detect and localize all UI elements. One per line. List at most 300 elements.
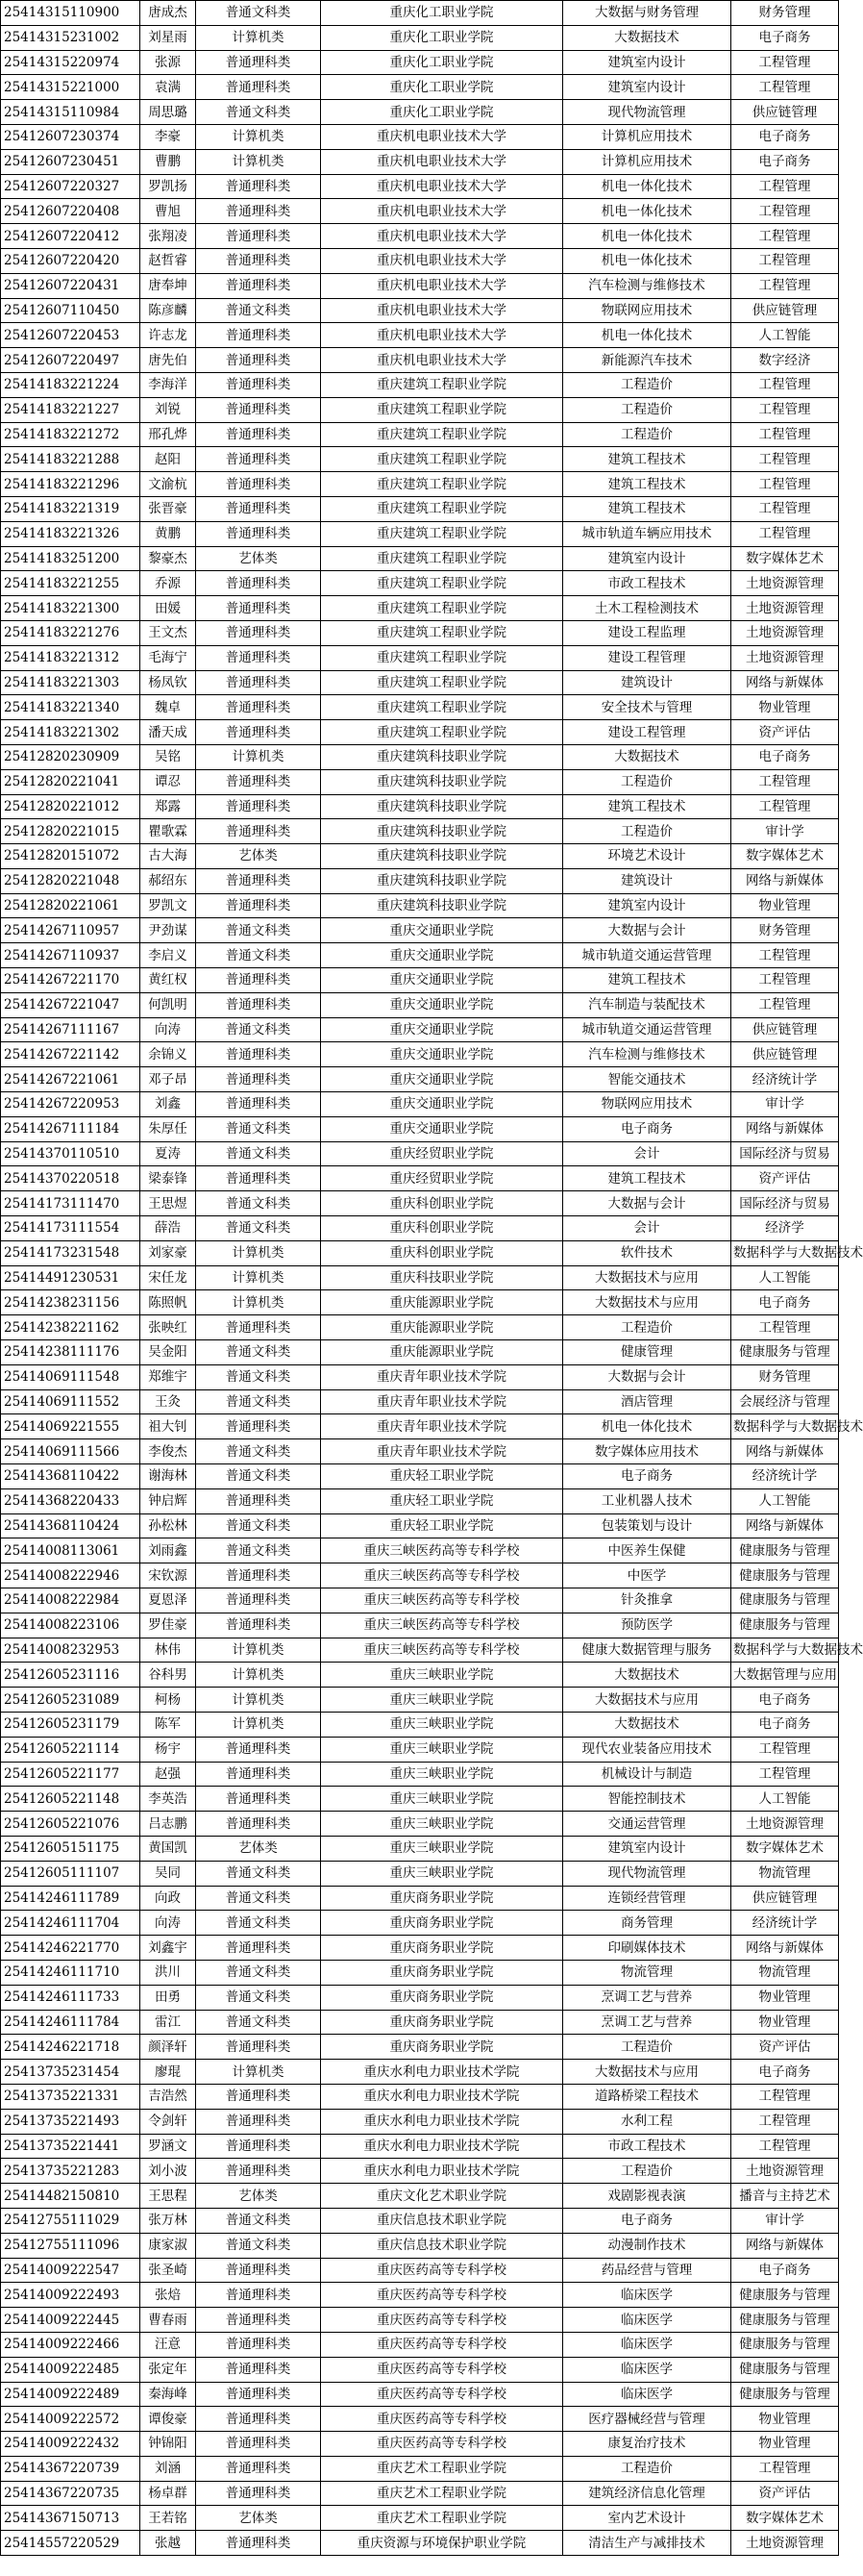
exam-number-cell: 25414267220953 [1,1092,140,1117]
exam-number-cell: 25414183221312 [1,645,140,670]
subject-category-cell: 普通理科类 [196,720,321,745]
subject-category-cell: 普通文科类 [196,1439,321,1464]
student-name-cell: 廖琨 [140,2060,196,2085]
college-cell: 重庆科创职业学院 [321,1191,563,1216]
exam-number-cell: 25414246221770 [1,1936,140,1961]
college-cell: 重庆建筑工程职业学院 [321,496,563,521]
college-cell: 重庆交通职业学院 [321,992,563,1017]
college-cell: 重庆建筑工程职业学院 [321,645,563,670]
subject-category-cell: 普通理科类 [196,1563,321,1588]
target-major-cell: 物流管理 [731,1861,839,1886]
table-row [1,670,839,695]
original-major-cell: 电子商务 [563,1464,731,1489]
target-major-cell: 数据科学与大数据技术 [731,1638,839,1663]
target-major-cell: 人工智能 [731,1787,839,1812]
exam-number-cell: 25414370110510 [1,1141,140,1166]
student-name-cell: 黄鹏 [140,521,196,546]
college-cell: 重庆建筑工程职业学院 [321,720,563,745]
table-body [1,1,863,2556]
subject-category-cell: 计算机类 [196,149,321,174]
original-major-cell: 烹调工艺与营养 [563,1985,731,2010]
target-major-cell: 审计学 [731,1092,839,1117]
exam-number-cell: 25414183221303 [1,670,140,695]
original-major-cell: 机电一体化技术 [563,248,731,273]
original-major-cell: 物联网应用技术 [563,1092,731,1117]
college-cell: 重庆青年职业技术学院 [321,1364,563,1389]
subject-category-cell: 普通理科类 [196,372,321,397]
college-cell: 重庆医药高等专科学校 [321,2357,563,2382]
student-name-cell: 孙松林 [140,1513,196,1538]
subject-category-cell: 普通理科类 [196,2407,321,2432]
target-major-cell: 工程管理 [731,75,839,100]
target-major-cell: 电子商务 [731,2060,839,2085]
student-name-cell: 袁满 [140,75,196,100]
target-major-cell: 人工智能 [731,1488,839,1513]
table-row [1,893,839,918]
college-cell: 重庆水利电力职业技术学院 [321,2134,563,2159]
subject-category-cell: 艺体类 [196,2506,321,2531]
table-row [1,645,839,670]
student-name-cell: 乔源 [140,571,196,596]
original-major-cell: 数字媒体应用技术 [563,1439,731,1464]
subject-category-cell: 普通理科类 [196,1166,321,1191]
original-major-cell: 机电一体化技术 [563,1414,731,1439]
subject-category-cell: 普通理科类 [196,2084,321,2109]
table-row [1,1042,839,1067]
target-major-cell: 工程管理 [731,248,839,273]
student-name-cell: 钟启辉 [140,1488,196,1513]
table-row [1,1166,839,1191]
college-cell: 重庆艺术工程职业学院 [321,2481,563,2506]
original-major-cell: 大数据与财务管理 [563,1,731,26]
student-name-cell: 向涛 [140,1017,196,1042]
subject-category-cell: 普通理科类 [196,348,321,373]
exam-number-cell: 25414246111789 [1,1886,140,1911]
original-major-cell: 安全技术与管理 [563,695,731,720]
college-cell: 重庆建筑工程职业学院 [321,571,563,596]
original-major-cell: 市政工程技术 [563,2134,731,2159]
original-major-cell: 医疗器械经营与管理 [563,2407,731,2432]
original-major-cell: 环境艺术设计 [563,844,731,869]
table-row [1,1911,839,1936]
subject-category-cell: 计算机类 [196,1638,321,1663]
original-major-cell: 大数据技术 [563,1712,731,1737]
original-major-cell: 大数据与会计 [563,1364,731,1389]
original-major-cell: 中医养生保健 [563,1538,731,1563]
college-cell: 重庆能源职业学院 [321,1340,563,1365]
subject-category-cell: 普通理科类 [196,2456,321,2481]
college-cell: 重庆建筑工程职业学院 [321,397,563,422]
student-name-cell: 张万林 [140,2208,196,2233]
college-cell: 重庆三峡医药高等专科学校 [321,1613,563,1638]
original-major-cell: 城市轨道车辆应用技术 [563,521,731,546]
target-major-cell: 健康服务与管理 [731,1538,839,1563]
exam-number-cell: 25412605111107 [1,1861,140,1886]
table-row [1,1787,839,1812]
college-cell: 重庆科技职业学院 [321,1265,563,1290]
table-row [1,868,839,893]
table-row [1,1141,839,1166]
college-cell: 重庆水利电力职业技术学院 [321,2060,563,2085]
table-row [1,1812,839,1837]
college-cell: 重庆机电职业技术大学 [321,149,563,174]
original-major-cell: 中医学 [563,1563,731,1588]
subject-category-cell: 普通理科类 [196,1042,321,1067]
exam-number-cell: 25414069111548 [1,1364,140,1389]
original-major-cell: 物联网应用技术 [563,298,731,323]
table-row [1,1340,839,1365]
original-major-cell: 建筑室内设计 [563,893,731,918]
student-name-cell: 谷科男 [140,1663,196,1688]
subject-category-cell: 普通文科类 [196,2010,321,2035]
target-major-cell: 物业管理 [731,2010,839,2035]
table-row [1,1389,839,1414]
college-cell: 重庆科创职业学院 [321,1240,563,1265]
exam-number-cell: 25414008223106 [1,1613,140,1638]
college-cell: 重庆三峡医药高等专科学校 [321,1638,563,1663]
target-major-cell: 物业管理 [731,1985,839,2010]
target-major-cell: 人工智能 [731,323,839,348]
exam-number-cell: 25414009222466 [1,2332,140,2357]
table-row [1,2134,839,2159]
target-major-cell: 网络与新媒体 [731,1116,839,1141]
table-row [1,298,839,323]
original-major-cell: 健康管理 [563,1340,731,1365]
exam-number-cell: 25414173111470 [1,1191,140,1216]
student-name-cell: 林伟 [140,1638,196,1663]
subject-category-cell: 普通文科类 [196,1389,321,1414]
student-name-cell: 邓子昂 [140,1067,196,1092]
table-row [1,1,839,26]
target-major-cell: 电子商务 [731,1290,839,1315]
exam-number-cell: 25412820221041 [1,769,140,794]
table-row [1,50,839,75]
exam-number-cell: 25412607220497 [1,348,140,373]
original-major-cell: 建筑室内设计 [563,546,731,571]
student-name-cell: 宋钦源 [140,1563,196,1588]
college-cell: 重庆商务职业学院 [321,1911,563,1936]
student-name-cell: 吉浩然 [140,2084,196,2109]
subject-category-cell: 普通理科类 [196,521,321,546]
exam-number-cell: 25412607110450 [1,298,140,323]
original-major-cell: 市政工程技术 [563,571,731,596]
student-name-cell: 瞿歌霖 [140,819,196,844]
original-major-cell: 机械设计与制造 [563,1762,731,1787]
original-major-cell: 建筑经济信息化管理 [563,2481,731,2506]
table-row [1,248,839,273]
table-row [1,1439,839,1464]
student-name-cell: 洪川 [140,1960,196,1985]
exam-number-cell: 25414009222485 [1,2357,140,2382]
table-row [1,25,839,50]
student-name-cell: 黄红权 [140,968,196,993]
exam-number-cell: 25414482150810 [1,2184,140,2209]
subject-category-cell: 普通理科类 [196,1067,321,1092]
student-name-cell: 郝绍东 [140,868,196,893]
subject-category-cell: 普通理科类 [196,893,321,918]
original-major-cell: 智能控制技术 [563,1787,731,1812]
original-major-cell: 计算机应用技术 [563,149,731,174]
college-cell: 重庆化工职业学院 [321,25,563,50]
target-major-cell: 经济统计学 [731,1464,839,1489]
exam-number-cell: 25412607220420 [1,248,140,273]
target-major-cell: 数据科学与大数据技术 [731,1414,839,1439]
student-name-cell: 张晋豪 [140,496,196,521]
target-major-cell: 供应链管理 [731,298,839,323]
original-major-cell: 软件技术 [563,1240,731,1265]
target-major-cell: 网络与新媒体 [731,868,839,893]
student-name-cell: 王文杰 [140,620,196,645]
table-row [1,100,839,125]
student-name-cell: 唐先伯 [140,348,196,373]
target-major-cell: 数字经济 [731,348,839,373]
original-major-cell: 临床医学 [563,2283,731,2308]
table-row [1,2506,839,2531]
target-major-cell: 供应链管理 [731,1017,839,1042]
college-cell: 重庆三峡医药高等专科学校 [321,1538,563,1563]
subject-category-cell: 普通理科类 [196,819,321,844]
target-major-cell: 土地资源管理 [731,620,839,645]
subject-category-cell: 普通文科类 [196,2208,321,2233]
college-cell: 重庆交通职业学院 [321,943,563,968]
exam-number-cell: 25412820221048 [1,868,140,893]
exam-number-cell: 25414368110422 [1,1464,140,1489]
exam-number-cell: 25414315221000 [1,75,140,100]
student-name-cell: 吕志鹏 [140,1812,196,1837]
original-major-cell: 汽车检测与维修技术 [563,1042,731,1067]
college-cell: 重庆交通职业学院 [321,1017,563,1042]
target-major-cell: 工程管理 [731,2456,839,2481]
college-cell: 重庆轻工职业学院 [321,1513,563,1538]
college-cell: 重庆交通职业学院 [321,1067,563,1092]
college-cell: 重庆艺术工程职业学院 [321,2506,563,2531]
student-name-cell: 祖大钊 [140,1414,196,1439]
college-cell: 重庆能源职业学院 [321,1315,563,1340]
college-cell: 重庆青年职业技术学院 [321,1414,563,1439]
exam-number-cell: 25412607220431 [1,273,140,298]
table-row [1,1538,839,1563]
table-row [1,1216,839,1241]
subject-category-cell: 普通文科类 [196,298,321,323]
student-name-cell: 刘涵 [140,2456,196,2481]
table-row [1,571,839,596]
subject-category-cell: 普通理科类 [196,1812,321,1837]
subject-category-cell: 普通文科类 [196,1,321,26]
original-major-cell: 药品经营与管理 [563,2258,731,2283]
original-major-cell: 建筑室内设计 [563,50,731,75]
target-major-cell: 会展经济与管理 [731,1389,839,1414]
original-major-cell: 水利工程 [563,2109,731,2134]
exam-number-cell: 25414008222946 [1,1563,140,1588]
exam-number-cell: 25414367220739 [1,2456,140,2481]
table-row [1,2357,839,2382]
exam-number-cell: 25414069111566 [1,1439,140,1464]
student-name-cell: 张翔凌 [140,224,196,249]
table-row [1,2010,839,2035]
table-row [1,2308,839,2333]
exam-number-cell: 25412605231089 [1,1688,140,1713]
exam-number-cell: 25412820221061 [1,893,140,918]
original-major-cell: 会计 [563,1216,731,1241]
student-name-cell: 何凯明 [140,992,196,1017]
table-row [1,372,839,397]
original-major-cell: 建设工程管理 [563,645,731,670]
exam-number-cell: 25413735221331 [1,2084,140,2109]
target-major-cell: 数字媒体艺术 [731,1836,839,1861]
table-row [1,1886,839,1911]
student-name-cell: 郑维宇 [140,1364,196,1389]
college-cell: 重庆商务职业学院 [321,1985,563,2010]
exam-number-cell: 25414267221061 [1,1067,140,1092]
table-row [1,472,839,497]
target-major-cell: 工程管理 [731,794,839,819]
table-row [1,1364,839,1389]
original-major-cell: 建筑工程技术 [563,968,731,993]
table-row [1,596,839,621]
college-cell: 重庆三峡职业学院 [321,1688,563,1713]
subject-category-cell: 计算机类 [196,1712,321,1737]
exam-number-cell: 25414246111784 [1,2010,140,2035]
exam-number-cell: 25414267221142 [1,1042,140,1067]
subject-category-cell: 普通理科类 [196,1613,321,1638]
original-major-cell: 健康大数据管理与服务 [563,1638,731,1663]
subject-category-cell: 普通文科类 [196,1364,321,1389]
student-name-cell: 李豪 [140,124,196,149]
target-major-cell: 数字媒体艺术 [731,546,839,571]
subject-category-cell: 普通理科类 [196,1414,321,1439]
exam-number-cell: 25412605151175 [1,1836,140,1861]
subject-category-cell: 普通理科类 [196,1737,321,1762]
subject-category-cell: 普通文科类 [196,1141,321,1166]
original-major-cell: 物流管理 [563,1960,731,1985]
original-major-cell: 临床医学 [563,2332,731,2357]
subject-category-cell: 普通理科类 [196,1588,321,1613]
original-major-cell: 工程造价 [563,372,731,397]
original-major-cell: 机电一体化技术 [563,323,731,348]
table-row [1,1663,839,1688]
college-cell: 重庆交通职业学院 [321,1042,563,1067]
college-cell: 重庆商务职业学院 [321,1936,563,1961]
college-cell: 重庆水利电力职业技术学院 [321,2084,563,2109]
target-major-cell: 资产评估 [731,720,839,745]
target-major-cell: 网络与新媒体 [731,2233,839,2258]
college-cell: 重庆交通职业学院 [321,1092,563,1117]
exam-number-cell: 25414008113061 [1,1538,140,1563]
college-cell: 重庆三峡医药高等专科学校 [321,1588,563,1613]
exam-number-cell: 25414246111710 [1,1960,140,1985]
college-cell: 重庆化工职业学院 [321,100,563,125]
exam-number-cell: 25414183221227 [1,397,140,422]
exam-number-cell: 25412605221177 [1,1762,140,1787]
original-major-cell: 现代物流管理 [563,1861,731,1886]
table-row [1,1936,839,1961]
exam-number-cell: 25414008222984 [1,1588,140,1613]
college-cell: 重庆三峡医药高等专科学校 [321,1563,563,1588]
original-major-cell: 大数据技术 [563,25,731,50]
student-name-cell: 吴金阳 [140,1340,196,1365]
college-cell: 重庆三峡职业学院 [321,1737,563,1762]
table-row [1,2432,839,2457]
target-major-cell: 工程管理 [731,422,839,447]
exam-number-cell: 25414009222572 [1,2407,140,2432]
table-row [1,1588,839,1613]
table-row [1,2531,839,2556]
table-row [1,968,839,993]
original-major-cell: 道路桥梁工程技术 [563,2084,731,2109]
original-major-cell: 机电一体化技术 [563,224,731,249]
college-cell: 重庆三峡职业学院 [321,1812,563,1837]
college-cell: 重庆机电职业技术大学 [321,323,563,348]
college-cell: 重庆建筑工程职业学院 [321,620,563,645]
student-name-cell: 谭俊豪 [140,2407,196,2432]
original-major-cell: 工程造价 [563,819,731,844]
student-name-cell: 张定年 [140,2357,196,2382]
target-major-cell: 工程管理 [731,1762,839,1787]
subject-category-cell: 普通理科类 [196,199,321,224]
student-name-cell: 赵强 [140,1762,196,1787]
student-name-cell: 李海洋 [140,372,196,397]
subject-category-cell: 普通文科类 [196,1886,321,1911]
table-row [1,1092,839,1117]
student-name-cell: 杨宇 [140,1737,196,1762]
college-cell: 重庆水利电力职业技术学院 [321,2109,563,2134]
student-name-cell: 颜泽轩 [140,2035,196,2060]
exam-number-cell: 25414183251200 [1,546,140,571]
table-row [1,794,839,819]
subject-category-cell: 普通理科类 [196,2035,321,2060]
exam-number-cell: 25414183221319 [1,496,140,521]
table-row [1,149,839,174]
table-row [1,2159,839,2184]
college-cell: 重庆信息技术职业学院 [321,2233,563,2258]
student-name-cell: 罗佳豪 [140,1613,196,1638]
exam-number-cell: 25414183221272 [1,422,140,447]
target-major-cell: 财务管理 [731,1,839,26]
table-row [1,1116,839,1141]
student-name-cell: 王思煜 [140,1191,196,1216]
exam-number-cell: 25414009222489 [1,2382,140,2407]
table-row [1,1017,839,1042]
exam-number-cell: 25412605221148 [1,1787,140,1812]
table-row [1,174,839,199]
college-cell: 重庆机电职业技术大学 [321,348,563,373]
student-name-cell: 吴铭 [140,744,196,769]
original-major-cell: 电子商务 [563,1116,731,1141]
target-major-cell: 工程管理 [731,968,839,993]
table-row [1,1613,839,1638]
table-row [1,1762,839,1787]
exam-number-cell: 25413735231454 [1,2060,140,2085]
target-major-cell: 电子商务 [731,2258,839,2283]
student-name-cell: 刘鑫 [140,1092,196,1117]
exam-number-cell: 25414009222432 [1,2432,140,2457]
subject-category-cell: 普通理科类 [196,2432,321,2457]
table-row [1,75,839,100]
table-row [1,2456,839,2481]
subject-category-cell: 普通文科类 [196,1191,321,1216]
target-major-cell: 工程管理 [731,1315,839,1340]
student-name-cell: 向涛 [140,1911,196,1936]
target-major-cell: 电子商务 [731,124,839,149]
target-major-cell: 土地资源管理 [731,596,839,621]
table-row [1,1290,839,1315]
original-major-cell: 商务管理 [563,1911,731,1936]
student-name-cell: 曹春雨 [140,2308,196,2333]
subject-category-cell: 普通理科类 [196,1315,321,1340]
student-name-cell: 田勇 [140,1985,196,2010]
student-name-cell: 张圣崎 [140,2258,196,2283]
student-name-cell: 薛浩 [140,1216,196,1241]
